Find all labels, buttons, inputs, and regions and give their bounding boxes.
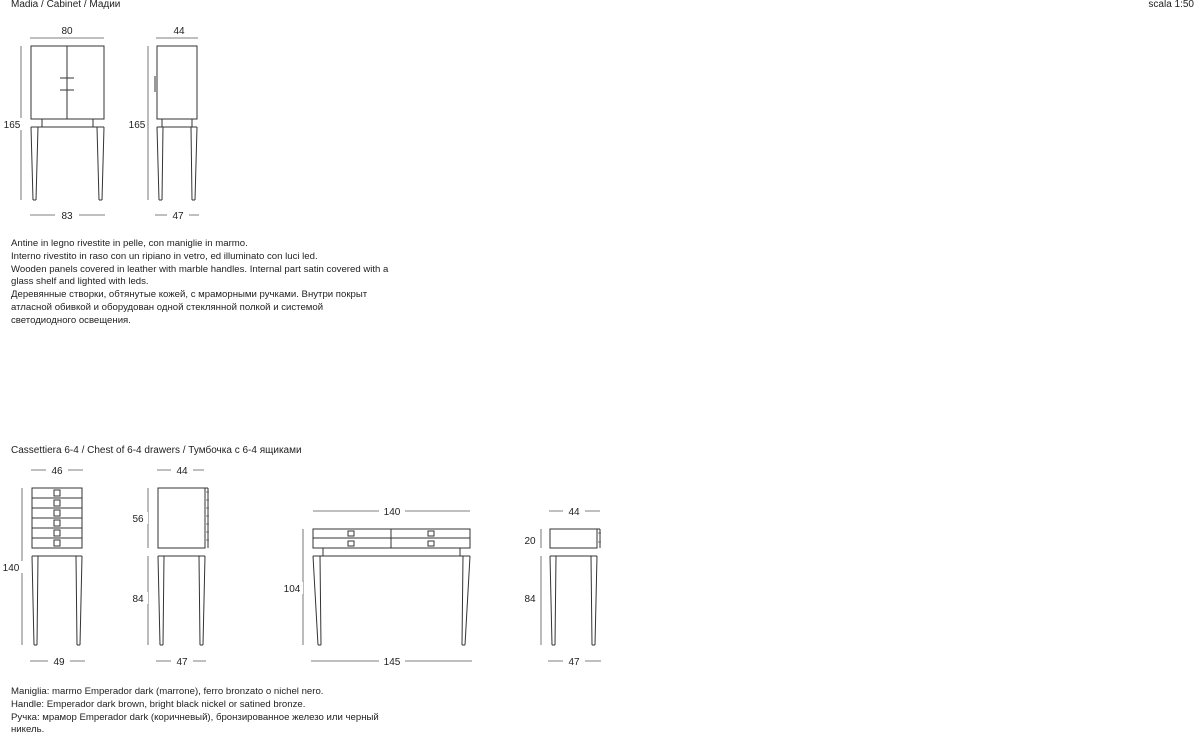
dimension-label: 56 xyxy=(132,514,144,525)
handle xyxy=(54,500,60,506)
description-line: Interno rivestito in raso con un ripiano in vetro, ed illuminato con luci led. xyxy=(11,250,318,262)
leg xyxy=(550,556,556,645)
scale-label: scala 1:50 xyxy=(1148,0,1194,10)
handle xyxy=(54,530,60,536)
leg xyxy=(462,556,470,645)
description-line: Handle: Emperador dark brown, bright black nickel or satined bronze. xyxy=(11,698,306,710)
cabinet-side-view xyxy=(127,24,199,222)
handle xyxy=(428,531,434,536)
handle xyxy=(54,540,60,546)
handle xyxy=(54,490,60,496)
description-line: Ручка: мрамор Emperador dark (коричневый), бронзированное железо или черный xyxy=(11,711,379,723)
dimension-label: 84 xyxy=(524,594,536,605)
handle xyxy=(54,520,60,526)
description-line: glass shelf and lighted with leds. xyxy=(11,276,149,288)
leg xyxy=(199,556,205,645)
dimension-label: 104 xyxy=(283,584,301,595)
dimension-label: 140 xyxy=(2,563,20,574)
desk-side-view xyxy=(520,505,601,668)
dimension-label: 165 xyxy=(128,120,146,131)
dimension-label: 47 xyxy=(172,211,184,222)
description-line: Деревянные створки, обтянутые кожей, с мраморными ручками. Внутри покрыт xyxy=(11,289,368,301)
drawers-title: Cassettiera 6-4 / Chest of 6-4 drawers / Тумбочка с 6-4 ящиками xyxy=(11,445,302,456)
leg xyxy=(158,556,164,645)
dimension-label: 49 xyxy=(53,657,65,668)
dimension-label: 47 xyxy=(568,657,580,668)
dimension-label: 140 xyxy=(383,507,401,518)
leg xyxy=(591,556,597,645)
desk-front-view xyxy=(281,505,472,668)
description-line: никель. xyxy=(11,724,45,736)
leg xyxy=(76,556,82,645)
handle xyxy=(428,541,434,546)
handle xyxy=(54,510,60,516)
handle xyxy=(348,541,354,546)
cabinet-front-view xyxy=(2,24,105,222)
leg xyxy=(97,127,104,200)
chest-body xyxy=(158,488,205,548)
cabinet-title: Madia / Cabinet / Мадии xyxy=(11,0,121,10)
leg xyxy=(313,556,321,645)
dimension-label: 20 xyxy=(524,536,536,547)
dimension-label: 44 xyxy=(176,466,188,477)
dimension-label: 165 xyxy=(3,120,21,131)
leg xyxy=(157,127,163,200)
dimension-label: 46 xyxy=(51,466,63,477)
leg xyxy=(31,127,38,200)
description-line: светодиодного освещения. xyxy=(11,314,131,326)
chest-side-view xyxy=(128,464,209,668)
description-line: Maniglia: marmo Emperador dark (marrone), ferro bronzato o nichel nero. xyxy=(11,686,324,697)
description-line: Antine in legno rivestite in pelle, con maniglie in marmo. xyxy=(11,238,248,249)
dimension-label: 145 xyxy=(383,657,401,668)
dimension-label: 80 xyxy=(61,26,73,37)
dimension-label: 83 xyxy=(61,211,73,222)
dimension-label: 44 xyxy=(568,507,580,518)
leg xyxy=(191,127,197,200)
desk-top xyxy=(550,529,597,548)
dimension-label: 47 xyxy=(176,657,188,668)
dimension-label: 84 xyxy=(132,594,144,605)
cabinet-body xyxy=(157,46,197,119)
chest-front-view xyxy=(1,464,85,668)
dimension-label: 44 xyxy=(173,26,185,37)
leg xyxy=(32,556,38,645)
description-line: Wooden panels covered in leather with marble handles. Internal part satin covered with a xyxy=(11,263,389,275)
handle xyxy=(348,531,354,536)
description-line: атласной обивкой и оборудован одной стеклянной полкой и системой xyxy=(11,301,324,313)
